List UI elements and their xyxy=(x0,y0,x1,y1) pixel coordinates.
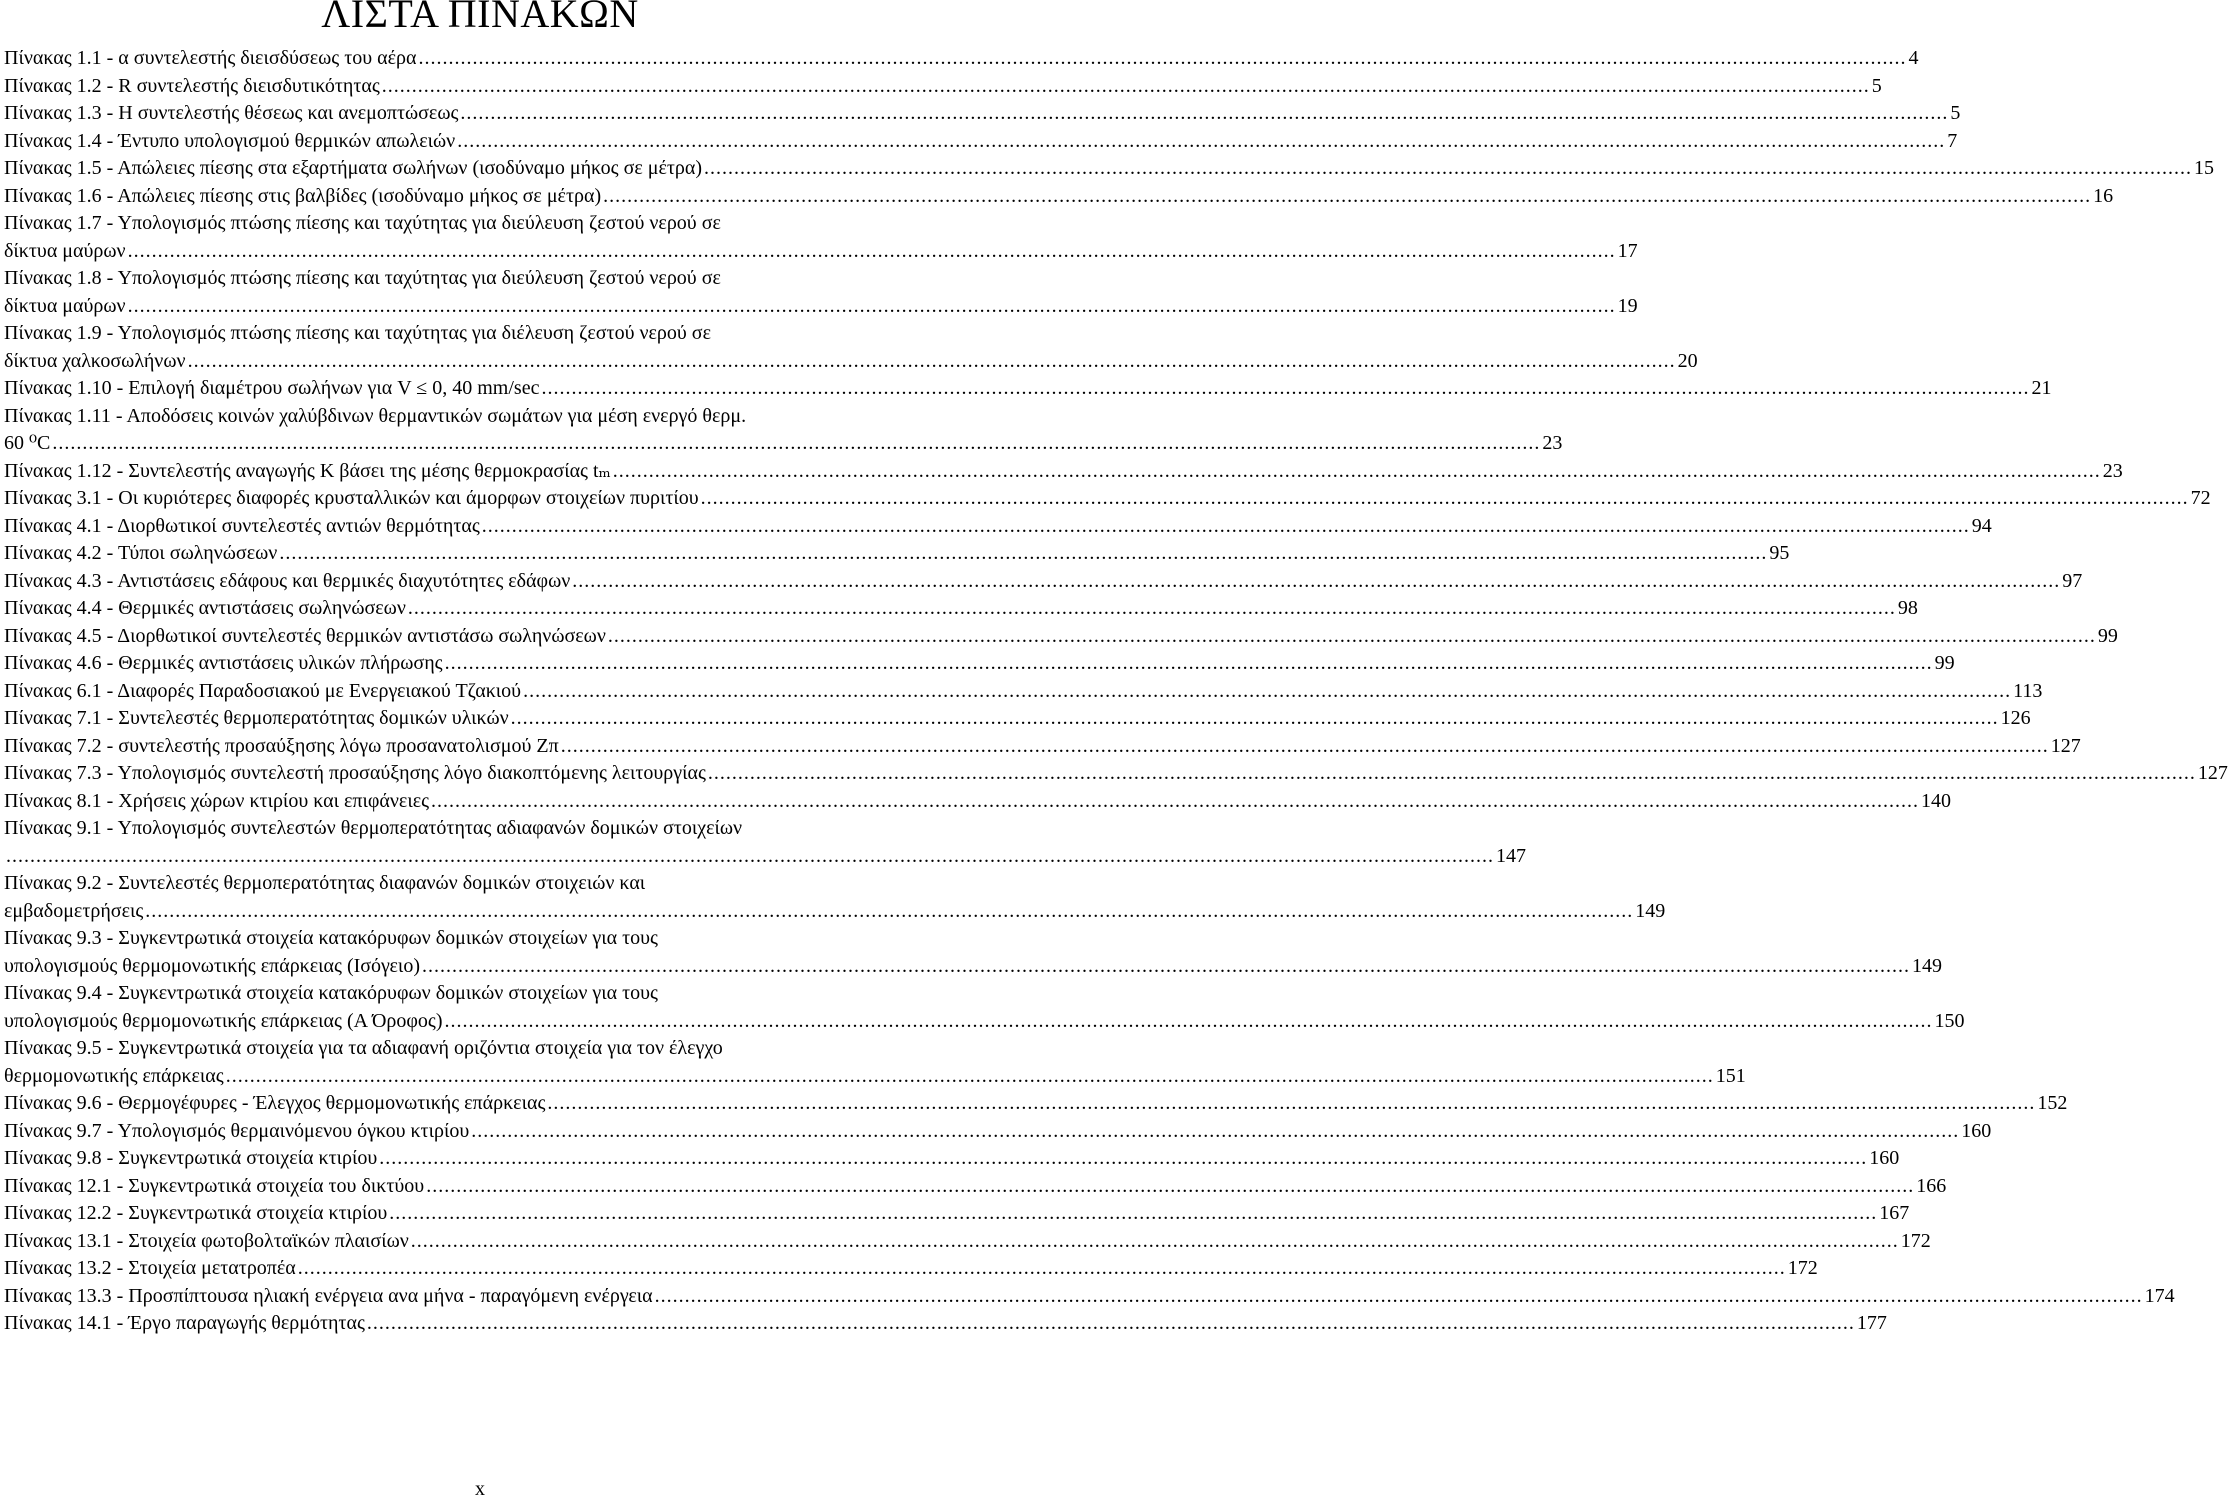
toc-entry[interactable] xyxy=(4,375,2052,403)
toc-entry[interactable] xyxy=(4,870,1666,925)
toc-entry[interactable] xyxy=(4,265,1638,320)
toc-entry-title-line: Πίνακας 1.8 - Υπολογισμός πτώσης πίεσης και ταχύτητας για διεύλευση ζεστού νερού σε xyxy=(4,267,721,289)
toc-entry-page: 4 xyxy=(1908,47,1919,69)
toc-entry-page: 166 xyxy=(1916,1174,1947,1197)
dot-leader xyxy=(422,953,1910,981)
toc-entry[interactable] xyxy=(4,815,1526,870)
toc-entry-title: Πίνακας 14.1 - Έργο παραγωγής θερμότητας xyxy=(4,1312,365,1334)
toc-entry-title: Πίνακας 1.5 - Απώλειες πίεσης στα εξαρτήματα σωλήνων (ισοδύναμο μήκος σε μέτρα) xyxy=(4,157,703,179)
toc-entry[interactable] xyxy=(4,100,1961,128)
toc-entry-title: Πίνακας 3.1 - Οι κυριότερες διαφορές κρυσταλλικών και άμορφων στοιχείων πυριτίου xyxy=(4,487,699,509)
toc-entry-title: υπολογισμούς θερμομονωτικής επάρκειας (Α Όροφος) xyxy=(4,1009,443,1032)
toc-entry-page: 99 xyxy=(1934,652,1955,674)
toc-entry-page: 7 xyxy=(1947,129,1958,152)
page-title: ΛΙΣΤΑ ΠΙΝΑΚΩΝ xyxy=(321,0,639,36)
toc-entry-page: 140 xyxy=(1921,789,1952,812)
toc-entry-page: 23 xyxy=(2102,459,2123,482)
toc-entry-title: Πίνακας 4.2 - Τύποι σωληνώσεων xyxy=(4,542,278,564)
toc-entry[interactable] xyxy=(4,1228,1931,1256)
toc-entry-title: υπολογισμούς θερμομονωτικής επάρκειας (Ισόγειο) xyxy=(4,954,420,977)
toc-entry-page: 5 xyxy=(1950,102,1961,124)
toc-entry-page: 99 xyxy=(2097,624,2118,647)
toc-entry-page: 97 xyxy=(2062,569,2083,592)
toc-entry-page: 21 xyxy=(2031,377,2052,399)
toc-entry-page: 152 xyxy=(2037,1092,2068,1114)
toc-entry[interactable] xyxy=(4,73,1882,101)
dot-leader xyxy=(511,705,1999,733)
toc-entry-page: 127 xyxy=(2050,734,2081,757)
toc-entry[interactable] xyxy=(4,678,2043,706)
table-of-tables xyxy=(4,45,2228,1338)
dot-leader xyxy=(408,595,1896,623)
dot-leader xyxy=(367,1310,1855,1338)
dot-leader xyxy=(471,1118,1959,1146)
toc-entry-page: 160 xyxy=(1869,1147,1900,1169)
toc-entry[interactable] xyxy=(4,45,1919,73)
toc-entry[interactable] xyxy=(4,210,1638,265)
dot-leader xyxy=(279,540,1767,568)
toc-entry-title: 60 ⁰C xyxy=(4,432,51,454)
toc-entry[interactable] xyxy=(4,650,1955,678)
toc-entry-title: Πίνακας 4.5 - Διορθωτικοί συντελεστές θερμικών αντιστάσω σωληνώσεων xyxy=(4,624,606,647)
dot-leader xyxy=(541,375,2029,403)
dot-leader xyxy=(701,485,2189,513)
toc-entry-title: Πίνακας 4.3 - Αντιστάσεις εδάφους και θερμικές διαχυτότητες εδάφων xyxy=(4,569,571,592)
toc-entry[interactable] xyxy=(4,1283,2175,1311)
toc-entry-title-line: Πίνακας 1.11 - Αποδόσεις κοινών χαλύβδινων θερμαντικών σωμάτων για μέση ενεργό θερμ. xyxy=(4,404,747,427)
toc-entry[interactable] xyxy=(4,705,2031,733)
toc-entry[interactable] xyxy=(4,1035,1746,1090)
toc-entry-title: Πίνακας 7.3 - Υπολογισμός συντελεστή προσαύξησης λόγο διακοπτόμενης λειτουργίας xyxy=(4,762,706,784)
toc-entry-page: 94 xyxy=(1971,514,1992,537)
toc-entry-page: 23 xyxy=(1542,432,1563,454)
dot-leader xyxy=(482,513,1970,541)
dot-leader xyxy=(6,843,1494,871)
toc-entry-title: Πίνακας 1.1 - α συντελεστής διεισδύσεως του αέρα xyxy=(4,47,417,69)
toc-entry-page: 126 xyxy=(2000,707,2031,729)
toc-entry[interactable] xyxy=(4,623,2118,651)
toc-entry-title: Πίνακας 1.2 - R συντελεστής διεισδυτικότητας xyxy=(4,74,380,97)
toc-entry-title: Πίνακας 4.4 - Θερμικές αντιστάσεις σωληνώσεων xyxy=(4,597,406,619)
toc-entry-page: 5 xyxy=(1871,74,1882,97)
dot-leader xyxy=(128,238,1616,266)
dot-leader xyxy=(445,650,1933,678)
toc-entry-page: 149 xyxy=(1911,954,1942,977)
toc-entry-title: Πίνακας 12.1 - Συγκεντρωτικά στοιχεία του δικτύου xyxy=(4,1174,425,1197)
dot-leader xyxy=(608,623,2096,651)
dot-leader xyxy=(298,1255,1786,1283)
toc-entry-title: Πίνακας 9.7 - Υπολογισμός θερμαινόμενου όγκου κτιρίου xyxy=(4,1119,470,1142)
toc-entry-title: Πίνακας 1.10 - Επιλογή διαμέτρου σωλήνων για V ≤ 0, 40 mm/sec xyxy=(4,377,540,399)
dot-leader xyxy=(426,1173,1914,1201)
toc-entry-title-line: Πίνακας 9.5 - Συγκεντρωτικά στοιχεία για τα αδιαφανή οριζόντια στοιχεία για τον έλεγχο xyxy=(4,1037,723,1059)
toc-entry-page: 172 xyxy=(1787,1257,1818,1279)
toc-entry-page: 15 xyxy=(2194,157,2215,179)
toc-entry-page: 147 xyxy=(1496,844,1526,867)
toc-entry-title: Πίνακας 1.12 - Συντελεστής αναγωγής K βάσει της μέσης θερμοκρασίας tₘ xyxy=(4,459,611,482)
toc-entry[interactable] xyxy=(4,513,1992,541)
toc-entry[interactable] xyxy=(4,1118,1992,1146)
dot-leader xyxy=(188,348,1676,376)
toc-entry[interactable] xyxy=(4,568,2083,596)
toc-entry[interactable] xyxy=(4,595,1918,623)
toc-entry-title: Πίνακας 9.6 - Θερμογέφυρες - Έλεγχος θερμομονωτικής επάρκειας xyxy=(4,1092,546,1114)
toc-entry-title: Πίνακας 13.3 - Προσπίπτουσα ηλιακή ενέργεια ανα μήνα - παραγόμενη ενέργεια xyxy=(4,1284,653,1307)
dot-leader xyxy=(431,788,1919,816)
toc-entry-page: 95 xyxy=(1769,542,1790,564)
dot-leader xyxy=(389,1200,1877,1228)
toc-entry-title: Πίνακας 13.2 - Στοιχεία μετατροπέα xyxy=(4,1257,296,1279)
dot-leader xyxy=(382,73,1870,101)
toc-entry-title-line: Πίνακας 1.9 - Υπολογισμός πτώσης πίεσης και ταχύτητας για διέλευση ζεστού νερού σε xyxy=(4,322,711,344)
dot-leader xyxy=(418,45,1906,73)
toc-entry-title-line: Πίνακας 9.4 - Συγκεντρωτικά στοιχεία κατακόρυφων δομικών στοιχείων για τους xyxy=(4,982,658,1004)
dot-leader xyxy=(603,183,2091,211)
toc-entry[interactable] xyxy=(4,458,2123,486)
toc-entry-page: 151 xyxy=(1715,1064,1746,1087)
dot-leader xyxy=(613,458,2101,486)
dot-leader xyxy=(572,568,2060,596)
toc-entry[interactable] xyxy=(4,1145,1900,1173)
toc-entry-page: 19 xyxy=(1617,294,1638,317)
toc-entry-page: 172 xyxy=(1900,1229,1931,1252)
toc-entry[interactable] xyxy=(4,1255,1818,1283)
toc-entry-title: θερμομονωτικής επάρκειας xyxy=(4,1064,224,1087)
toc-entry[interactable] xyxy=(4,925,1942,980)
dot-leader xyxy=(379,1145,1867,1173)
toc-entry-page: 20 xyxy=(1677,349,1698,372)
toc-entry-title: δίκτυα μαύρων xyxy=(4,294,126,317)
dot-leader xyxy=(547,1090,2035,1118)
toc-entry[interactable] xyxy=(4,183,2114,211)
dot-leader xyxy=(561,733,2049,761)
toc-entry-title: Πίνακας 1.4 - Έντυπο υπολογισμού θερμικών απωλειών xyxy=(4,129,456,152)
page-number-footer: x xyxy=(475,1478,485,1500)
toc-entry[interactable] xyxy=(4,1200,1910,1228)
toc-entry[interactable] xyxy=(4,320,1698,375)
toc-entry-title: Πίνακας 1.6 - Απώλειες πίεσης στις βαλβίδες (ισοδύναμο μήκος σε μέτρα) xyxy=(4,184,602,207)
toc-entry-title-line: Πίνακας 9.3 - Συγκεντρωτικά στοιχεία κατακόρυφων δομικών στοιχείων για τους xyxy=(4,927,658,949)
toc-entry-page: 150 xyxy=(1934,1009,1965,1032)
dot-leader xyxy=(523,678,2011,706)
toc-entry-title: Πίνακας 1.3 - H συντελεστής θέσεως και ανεμοπτώσεως xyxy=(4,102,459,124)
toc-entry[interactable] xyxy=(4,1173,1947,1201)
dot-leader xyxy=(445,1008,1933,1036)
dot-leader xyxy=(655,1283,2143,1311)
toc-entry[interactable] xyxy=(4,403,1563,458)
toc-entry-title: Πίνακας 7.1 - Συντελεστές θερμοπερατότητας δομικών υλικών xyxy=(4,707,509,729)
dot-leader xyxy=(411,1228,1899,1256)
toc-entry-title: Πίνακας 6.1 - Διαφορές Παραδοσιακού με Ενεργειακού Τζακιού xyxy=(4,679,522,702)
toc-entry[interactable] xyxy=(4,760,2228,788)
toc-entry-page: 98 xyxy=(1897,597,1918,619)
toc-entry-page: 149 xyxy=(1635,899,1666,922)
dot-leader xyxy=(708,760,2196,788)
toc-entry-page: 17 xyxy=(1617,239,1638,262)
toc-entry-title: Πίνακας 7.2 - συντελεστής προσαύξησης λόγω προσανατολισμού Zπ xyxy=(4,734,559,757)
dot-leader xyxy=(226,1063,1714,1091)
toc-entry-page: 167 xyxy=(1879,1202,1910,1224)
toc-entry-page: 174 xyxy=(2144,1284,2175,1307)
toc-entry[interactable] xyxy=(4,128,1958,156)
dot-leader xyxy=(52,430,1540,458)
toc-entry[interactable] xyxy=(4,733,2081,761)
dot-leader xyxy=(128,293,1616,321)
toc-entry-title: Πίνακας 12.2 - Συγκεντρωτικά στοιχεία κτιρίου xyxy=(4,1202,388,1224)
toc-entry-title-line: Πίνακας 1.7 - Υπολογισμός πτώσης πίεσης και ταχύτητας για διεύλευση ζεστού νερού σε xyxy=(4,212,721,234)
toc-entry-page: 177 xyxy=(1856,1312,1887,1334)
toc-entry[interactable] xyxy=(4,980,1965,1035)
dot-leader xyxy=(145,898,1633,926)
toc-entry-title: δίκτυα μαύρων xyxy=(4,239,126,262)
dot-leader xyxy=(457,128,1945,156)
toc-entry-title-line: Πίνακας 9.1 - Υπολογισμός συντελεστών θερμοπερατότητας αδιαφανών δομικών στοιχείων xyxy=(4,817,743,839)
dot-leader xyxy=(704,155,2192,183)
toc-entry[interactable] xyxy=(4,155,2215,183)
toc-entry-page: 127 xyxy=(2197,762,2228,784)
toc-entry[interactable] xyxy=(4,485,2211,513)
dot-leader xyxy=(460,100,1948,128)
toc-entry[interactable] xyxy=(4,788,1952,816)
toc-entry-page: 160 xyxy=(1961,1119,1992,1142)
toc-entry-title: Πίνακας 13.1 - Στοιχεία φωτοβολταϊκών πλαισίων xyxy=(4,1229,409,1252)
toc-entry[interactable] xyxy=(4,1090,2068,1118)
toc-entry[interactable] xyxy=(4,540,1790,568)
toc-entry-title: Πίνακας 4.1 - Διορθωτικοί συντελεστές αντιών θερμότητας xyxy=(4,514,480,537)
toc-entry-title: Πίνακας 9.8 - Συγκεντρωτικά στοιχεία κτιρίου xyxy=(4,1147,378,1169)
toc-entry-title: Πίνακας 4.6 - Θερμικές αντιστάσεις υλικών πλήρωσης xyxy=(4,652,443,674)
toc-entry-title: εμβαδομετρήσεις xyxy=(4,899,144,922)
toc-entry-page: 113 xyxy=(2013,679,2043,702)
toc-entry-title: δίκτυα χαλκοσωλήνων xyxy=(4,349,186,372)
toc-entry-title: Πίνακας 8.1 - Χρήσεις χώρων κτιρίου και επιφάνειες xyxy=(4,789,430,812)
toc-entry-page: 16 xyxy=(2093,184,2114,207)
toc-entry-title-line: Πίνακας 9.2 - Συντελεστές θερμοπερατότητας διαφανών δομικών στοιχειών και xyxy=(4,872,646,894)
toc-entry[interactable] xyxy=(4,1310,1887,1338)
toc-entry-page: 72 xyxy=(2190,487,2211,509)
